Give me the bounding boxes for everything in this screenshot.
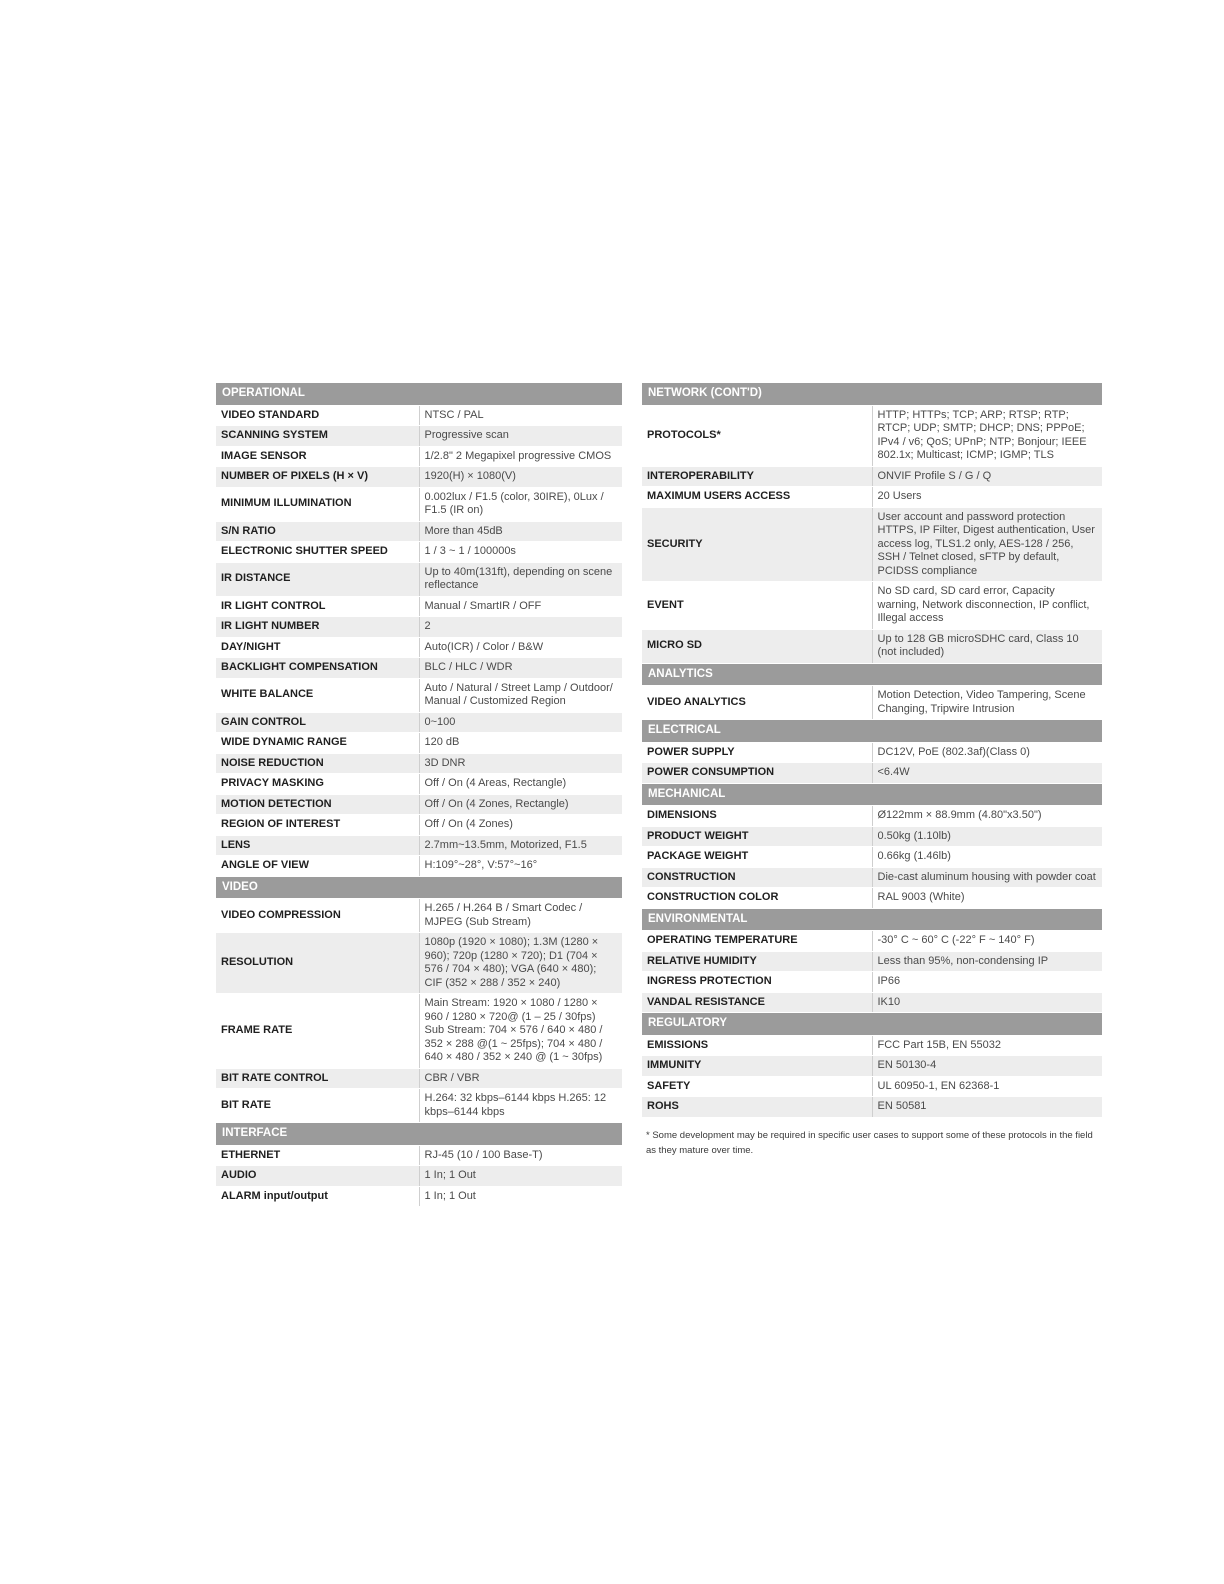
spec-row — [642, 992, 1102, 1013]
spec-label: CONSTRUCTION COLOR — [642, 888, 872, 909]
spec-row — [642, 742, 1102, 763]
spec-row — [642, 888, 1102, 909]
spec-label: WIDE DYNAMIC RANGE — [216, 733, 419, 754]
spec-row — [216, 994, 622, 1069]
left-spec-table — [216, 383, 622, 1207]
spec-row — [642, 826, 1102, 847]
section-header — [642, 663, 1102, 686]
spec-row — [642, 1035, 1102, 1056]
spec-value: Progressive scan — [419, 426, 622, 447]
spec-row — [216, 658, 622, 679]
spec-value: NTSC / PAL — [419, 405, 622, 426]
spec-value: HTTP; HTTPs; TCP; ARP; RTSP; RTP; RTCP; UDP; SMTP; DHCP; DNS; PPPoE; IPv4 / v6; QoS; UPnP; NTP; Bonjour; IEEE 802.1x; Multicast; ICMP; IGMP; TLS — [872, 405, 1102, 466]
spec-value: <6.4W — [872, 763, 1102, 784]
spec-row — [216, 1145, 622, 1166]
spec-row — [216, 678, 622, 712]
spec-label: VIDEO ANALYTICS — [642, 686, 872, 720]
spec-row — [642, 951, 1102, 972]
spec-value: 20 Users — [872, 487, 1102, 508]
section-header — [642, 908, 1102, 931]
section-header — [216, 1123, 622, 1146]
spec-label: MAXIMUM USERS ACCESS — [642, 487, 872, 508]
spec-value: IK10 — [872, 992, 1102, 1013]
spec-row — [216, 856, 622, 877]
section-header — [642, 720, 1102, 743]
spec-row — [216, 774, 622, 795]
spec-value: 1 In; 1 Out — [419, 1166, 622, 1187]
section-title: OPERATIONAL — [216, 383, 622, 405]
spec-row — [216, 596, 622, 617]
spec-row — [642, 867, 1102, 888]
spec-value: 2.7mm~13.5mm, Motorized, F1.5 — [419, 835, 622, 856]
spec-value: H.265 / H.264 B / Smart Codec / MJPEG (Sub Stream) — [419, 899, 622, 933]
spec-value: RJ-45 (10 / 100 Base-T) — [419, 1145, 622, 1166]
spec-row — [216, 637, 622, 658]
spec-row — [216, 1068, 622, 1089]
spec-label: SECURITY — [642, 507, 872, 582]
spec-value: Up to 128 GB microSDHC card, Class 10 (not included) — [872, 629, 1102, 663]
spec-value: 1/2.8" 2 Megapixel progressive CMOS — [419, 446, 622, 467]
spec-row — [642, 1076, 1102, 1097]
spec-row — [642, 466, 1102, 487]
spec-value: 0.50kg (1.10lb) — [872, 826, 1102, 847]
spec-value: Die-cast aluminum housing with powder coat — [872, 867, 1102, 888]
section-header — [642, 1013, 1102, 1036]
spec-value: No SD card, SD card error, Capacity warning, Network disconnection, IP conflict, Illegal access — [872, 582, 1102, 630]
spec-label: IR DISTANCE — [216, 562, 419, 596]
spec-row — [642, 972, 1102, 993]
spec-label: ALARM input/output — [216, 1186, 419, 1207]
spec-label: LENS — [216, 835, 419, 856]
spec-label: BIT RATE — [216, 1089, 419, 1123]
spec-label: NUMBER OF PIXELS (H × V) — [216, 467, 419, 488]
spec-row — [642, 1056, 1102, 1077]
spec-row — [642, 1097, 1102, 1118]
spec-row — [642, 806, 1102, 827]
spec-label: PACKAGE WEIGHT — [642, 847, 872, 868]
spec-value: Main Stream: 1920 × 1080 / 1280 × 960 / 1280 × 720@ (1 – 25 / 30fps) Sub Stream: 704 × 576 / 640 × 480 / 352 × 288 @(1 ~ 25fps); 704 × 480 / 640 × 480 / 352 × 240 @ (1 ~ 30fps) — [419, 994, 622, 1069]
spec-value: H.264: 32 kbps–6144 kbps H.265: 12 kbps–6144 kbps — [419, 1089, 622, 1123]
spec-label: EVENT — [642, 582, 872, 630]
section-title: ANALYTICS — [642, 663, 1102, 686]
spec-label: VANDAL RESISTANCE — [642, 992, 872, 1013]
spec-value: Auto / Natural / Street Lamp / Outdoor/ Manual / Customized Region — [419, 678, 622, 712]
spec-value: DC12V, PoE (802.3af)(Class 0) — [872, 742, 1102, 763]
spec-label: MICRO SD — [642, 629, 872, 663]
spec-label: AUDIO — [216, 1166, 419, 1187]
spec-value: Auto(ICR) / Color / B&W — [419, 637, 622, 658]
spec-value: Off / On (4 Zones) — [419, 815, 622, 836]
spec-value: H:109°~28°, V:57°~16° — [419, 856, 622, 877]
spec-value: Ø122mm × 88.9mm (4.80"x3.50") — [872, 806, 1102, 827]
spec-row — [216, 446, 622, 467]
spec-row — [216, 487, 622, 521]
spec-label: GAIN CONTROL — [216, 712, 419, 733]
spec-label: PRIVACY MASKING — [216, 774, 419, 795]
spec-value: Up to 40m(131ft), depending on scene reflectance — [419, 562, 622, 596]
spec-row — [216, 617, 622, 638]
spec-value: 1080p (1920 × 1080); 1.3M (1280 × 960); 720p (1280 × 720); D1 (704 × 576 / 704 × 480); VGA (640 × 480); CIF (352 × 288 / 352 × 240) — [419, 933, 622, 994]
spec-label: SCANNING SYSTEM — [216, 426, 419, 447]
spec-label: BACKLIGHT COMPENSATION — [216, 658, 419, 679]
spec-label: IMAGE SENSOR — [216, 446, 419, 467]
spec-label: PROTOCOLS* — [642, 405, 872, 466]
spec-value: BLC / HLC / WDR — [419, 658, 622, 679]
spec-row — [216, 426, 622, 447]
spec-row — [642, 405, 1102, 466]
spec-label: S/N RATIO — [216, 521, 419, 542]
spec-value: Less than 95%, non-condensing IP — [872, 951, 1102, 972]
spec-label: OPERATING TEMPERATURE — [642, 931, 872, 952]
spec-value: FCC Part 15B, EN 55032 — [872, 1035, 1102, 1056]
spec-label: VIDEO COMPRESSION — [216, 899, 419, 933]
section-title: ENVIRONMENTAL — [642, 908, 1102, 931]
spec-value: Manual / SmartIR / OFF — [419, 596, 622, 617]
spec-row — [216, 753, 622, 774]
spec-label: ROHS — [642, 1097, 872, 1118]
spec-value: 0.66kg (1.46lb) — [872, 847, 1102, 868]
spec-row — [216, 521, 622, 542]
spec-value: Off / On (4 Zones, Rectangle) — [419, 794, 622, 815]
spec-label: EMISSIONS — [642, 1035, 872, 1056]
spec-label: CONSTRUCTION — [642, 867, 872, 888]
spec-value: 1920(H) × 1080(V) — [419, 467, 622, 488]
spec-value: EN 50130-4 — [872, 1056, 1102, 1077]
spec-value: RAL 9003 (White) — [872, 888, 1102, 909]
spec-label: POWER SUPPLY — [642, 742, 872, 763]
spec-row — [216, 835, 622, 856]
spec-row — [642, 629, 1102, 663]
spec-label: NOISE REDUCTION — [216, 753, 419, 774]
left-spec-column — [216, 383, 622, 1207]
section-header — [642, 783, 1102, 806]
spec-label: REGION OF INTEREST — [216, 815, 419, 836]
section-title: ELECTRICAL — [642, 720, 1102, 743]
spec-row — [216, 933, 622, 994]
spec-label: BIT RATE CONTROL — [216, 1068, 419, 1089]
spec-row — [642, 487, 1102, 508]
spec-row — [216, 1089, 622, 1123]
spec-row — [216, 899, 622, 933]
spec-label: WHITE BALANCE — [216, 678, 419, 712]
spec-label: POWER CONSUMPTION — [642, 763, 872, 784]
spec-row — [642, 847, 1102, 868]
spec-label: IR LIGHT NUMBER — [216, 617, 419, 638]
section-title: NETWORK (CONT'D) — [642, 383, 1102, 405]
spec-value: 1 / 3 ~ 1 / 100000s — [419, 542, 622, 563]
spec-value: -30° C ~ 60° C (-22° F ~ 140° F) — [872, 931, 1102, 952]
spec-value: User account and password protection HTTPS, IP Filter, Digest authentication, User access log, TLS1.2 only, AES-128 / 256, SSH / Telnet closed, sFTP by default, PCIDSS compliance — [872, 507, 1102, 582]
spec-label: INTEROPERABILITY — [642, 466, 872, 487]
spec-row — [642, 582, 1102, 630]
spec-label: MINIMUM ILLUMINATION — [216, 487, 419, 521]
spec-row — [216, 405, 622, 426]
right-spec-column — [642, 383, 1102, 1158]
spec-label: IMMUNITY — [642, 1056, 872, 1077]
spec-value: CBR / VBR — [419, 1068, 622, 1089]
spec-label: RESOLUTION — [216, 933, 419, 994]
spec-label: PRODUCT WEIGHT — [642, 826, 872, 847]
spec-value: UL 60950-1, EN 62368-1 — [872, 1076, 1102, 1097]
spec-label: DIMENSIONS — [642, 806, 872, 827]
spec-value: 2 — [419, 617, 622, 638]
spec-value: Off / On (4 Areas, Rectangle) — [419, 774, 622, 795]
spec-label: FRAME RATE — [216, 994, 419, 1069]
spec-row — [216, 712, 622, 733]
section-header — [642, 383, 1102, 405]
spec-row — [216, 562, 622, 596]
right-spec-table — [642, 383, 1102, 1118]
spec-label: ELECTRONIC SHUTTER SPEED — [216, 542, 419, 563]
section-title: REGULATORY — [642, 1013, 1102, 1036]
spec-value: EN 50581 — [872, 1097, 1102, 1118]
section-header — [216, 876, 622, 899]
footnote: * Some development may be required in specific user cases to support some of these protocols in the field as they mature over time. — [646, 1129, 1093, 1156]
spec-row — [642, 507, 1102, 582]
spec-value: ONVIF Profile S / G / Q — [872, 466, 1102, 487]
spec-label: MOTION DETECTION — [216, 794, 419, 815]
spec-label: IR LIGHT CONTROL — [216, 596, 419, 617]
section-title: VIDEO — [216, 876, 622, 899]
spec-label: INGRESS PROTECTION — [642, 972, 872, 993]
spec-value: 3D DNR — [419, 753, 622, 774]
section-title: MECHANICAL — [642, 783, 1102, 806]
spec-value: More than 45dB — [419, 521, 622, 542]
spec-value: 120 dB — [419, 733, 622, 754]
spec-row — [642, 763, 1102, 784]
spec-row — [642, 686, 1102, 720]
spec-row — [642, 931, 1102, 952]
spec-row — [216, 1186, 622, 1207]
spec-value: 1 In; 1 Out — [419, 1186, 622, 1207]
spec-label: DAY/NIGHT — [216, 637, 419, 658]
spec-row — [216, 733, 622, 754]
spec-value: 0.002lux / F1.5 (color, 30IRE), 0Lux / F1.5 (IR on) — [419, 487, 622, 521]
section-header — [216, 383, 622, 405]
spec-label: SAFETY — [642, 1076, 872, 1097]
spec-value: 0~100 — [419, 712, 622, 733]
spec-label: ANGLE OF VIEW — [216, 856, 419, 877]
spec-label: RELATIVE HUMIDITY — [642, 951, 872, 972]
spec-value: Motion Detection, Video Tampering, Scene Changing, Tripwire Intrusion — [872, 686, 1102, 720]
spec-value: IP66 — [872, 972, 1102, 993]
spec-label: ETHERNET — [216, 1145, 419, 1166]
spec-row — [216, 542, 622, 563]
spec-row — [216, 467, 622, 488]
spec-row — [216, 794, 622, 815]
spec-row — [216, 815, 622, 836]
spec-label: VIDEO STANDARD — [216, 405, 419, 426]
spec-row — [216, 1166, 622, 1187]
section-title: INTERFACE — [216, 1123, 622, 1146]
